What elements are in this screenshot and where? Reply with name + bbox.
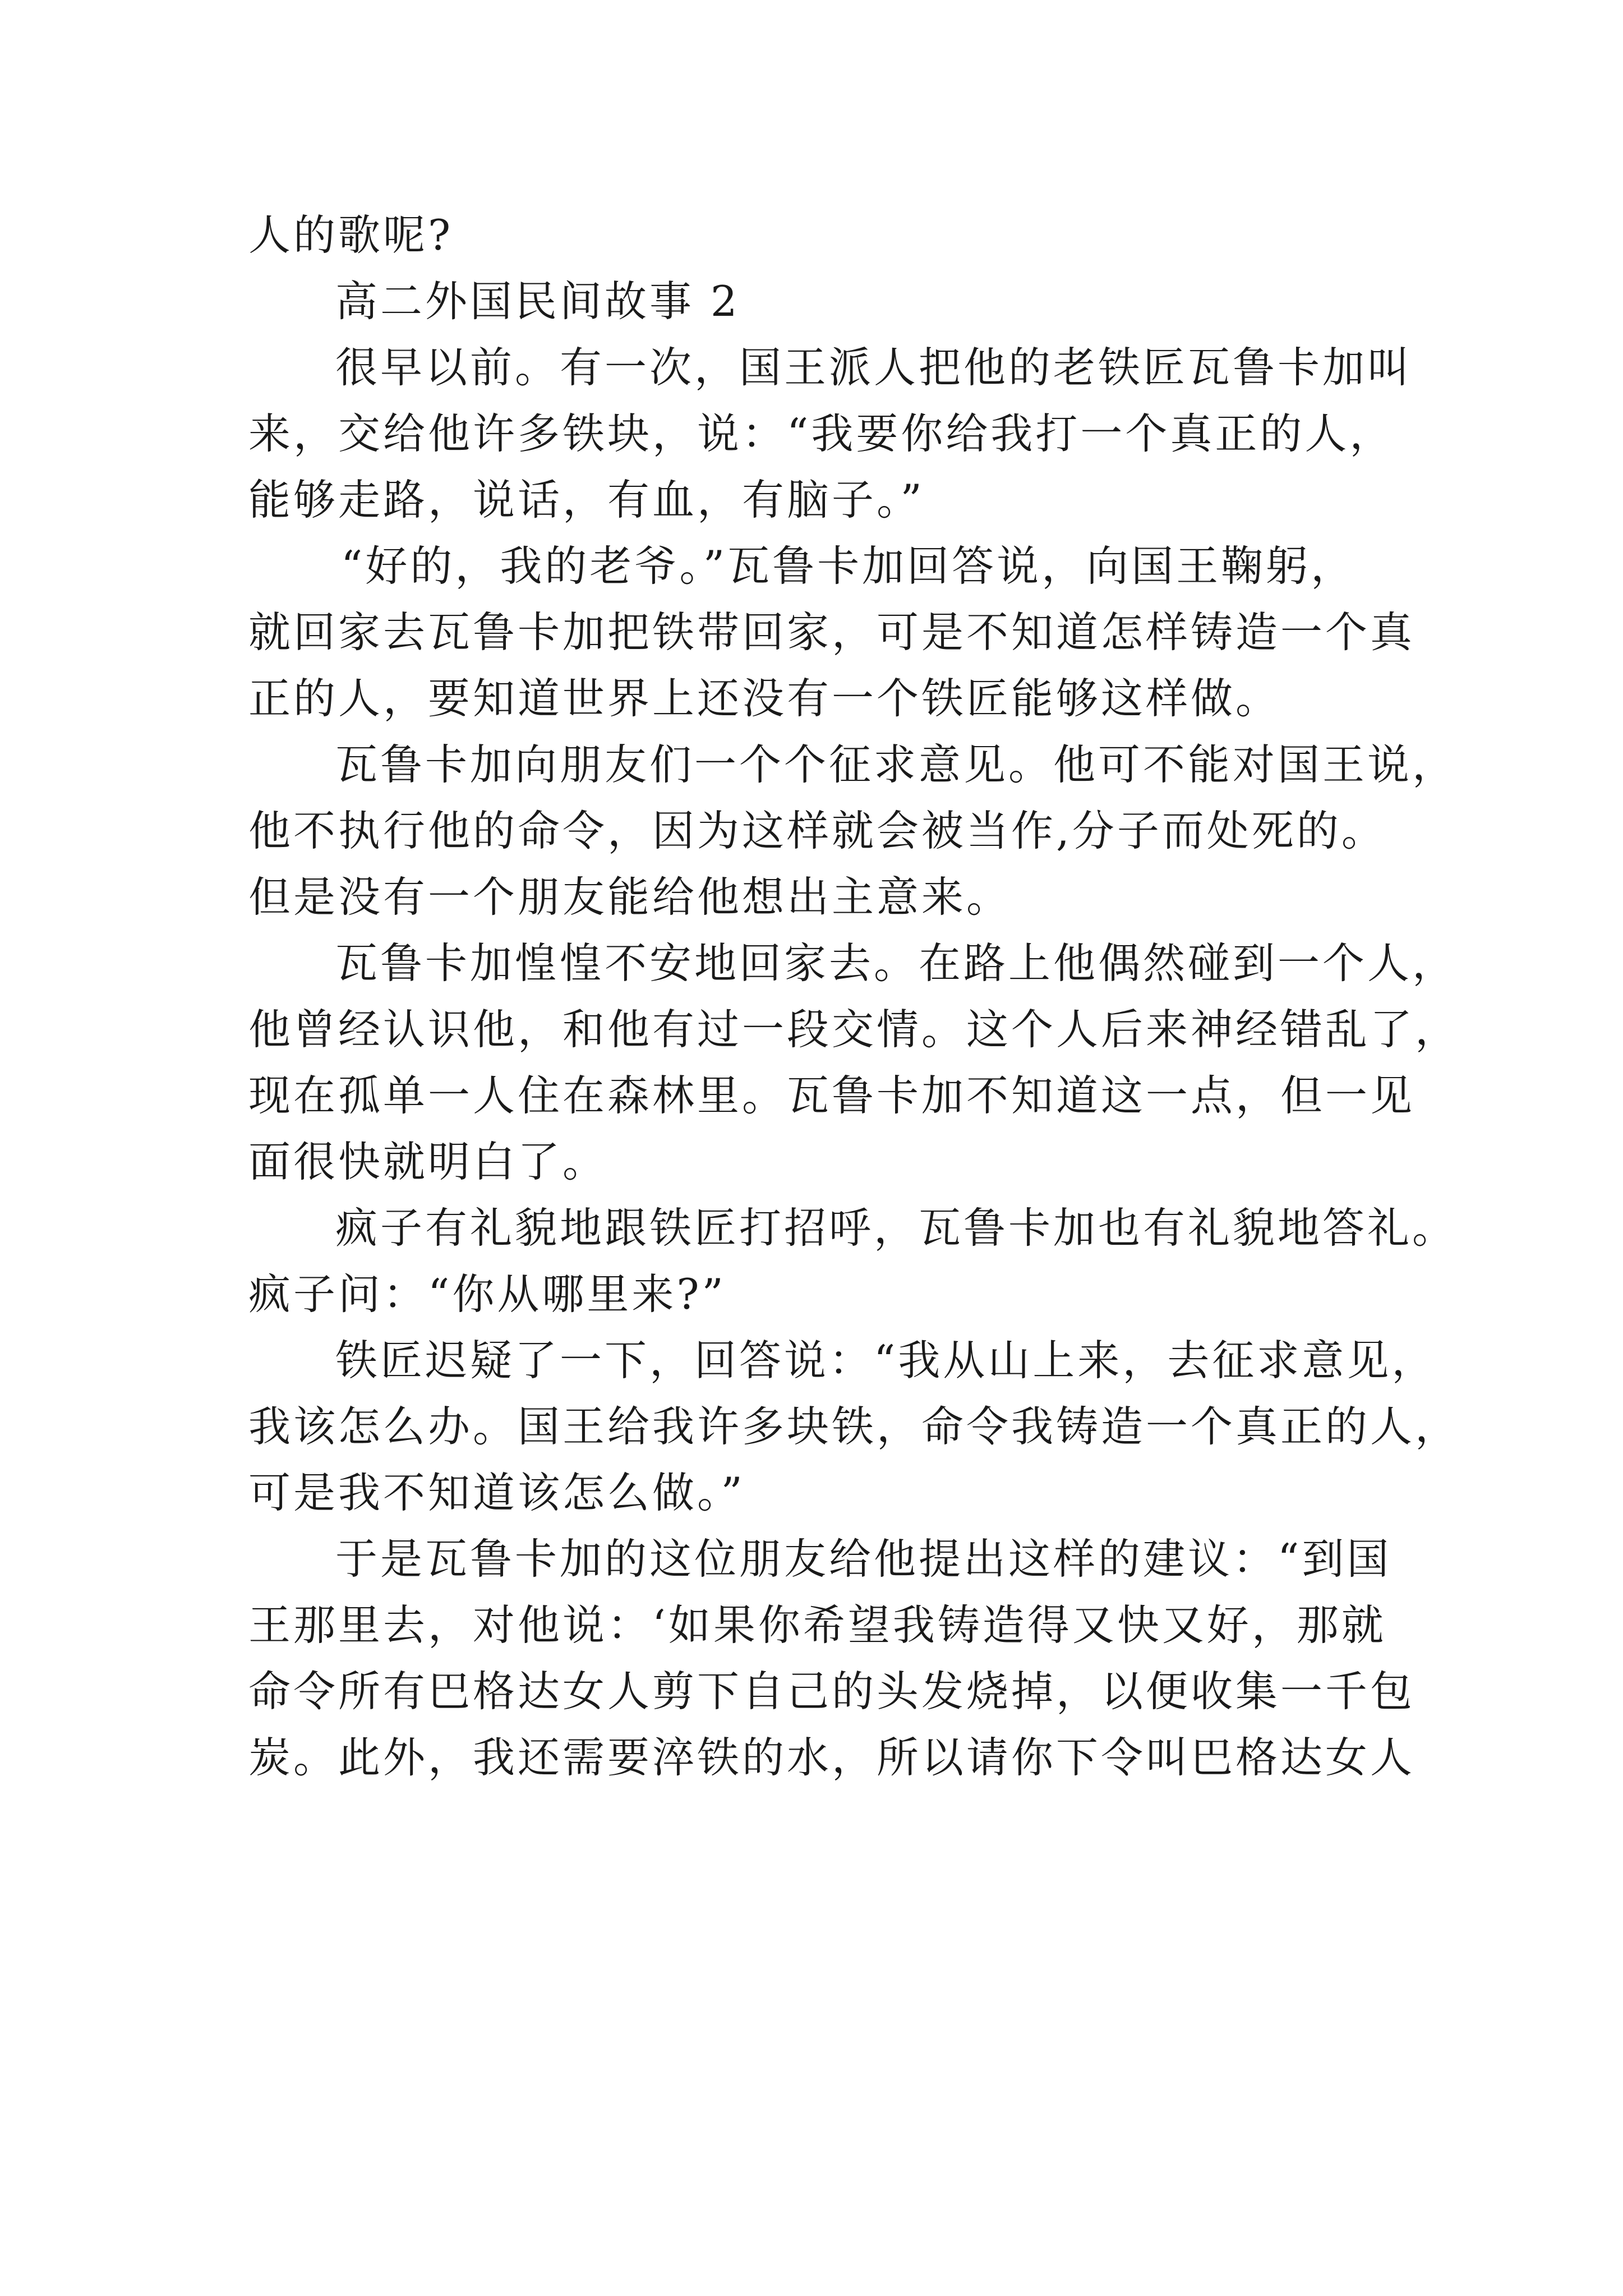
paragraph-line: 正的人，要知道世界上还没有一个铁匠能够这样做。 xyxy=(248,674,1281,723)
paragraph-line: 王那里去，对他说：‘如果你希望我铸造得又快又好，那就 xyxy=(248,1600,1386,1650)
paragraph-line: 炭。此外，我还需要淬铁的水，所以请你下令叫巴格达女人 xyxy=(248,1733,1415,1782)
paragraph-line: 他曾经认识他，和他有过一段交情。这个人后来神经错乱了， xyxy=(248,1005,1460,1054)
paragraph-line: “好的，我的老爷。”瓦鲁卡加回答说，向国王鞠躬， xyxy=(341,541,1356,591)
paragraph-line: 我该怎么办。国王给我许多块铁，命令我铸造一个真正的人， xyxy=(248,1402,1460,1451)
paragraph-line: 但是没有一个朋友能给他想出主意来。 xyxy=(248,872,1012,922)
section-heading: 高二外国民间故事 2 xyxy=(335,277,740,326)
paragraph-line: 他不执行他的命令，因为这样就会被当作,分子而处死的。 xyxy=(248,806,1386,855)
paragraph-line: 面很快就明白了。 xyxy=(248,1137,608,1186)
paragraph-line: 现在孤单一人住在森林里。瓦鲁卡加不知道这一点，但一见 xyxy=(248,1071,1415,1120)
paragraph-line: 就回家去瓦鲁卡加把铁带回家，可是不知道怎样铸造一个真 xyxy=(248,608,1415,657)
paragraph-line: 命令所有巴格达女人剪下自己的头发烧掉，以便收集一千包 xyxy=(248,1667,1415,1716)
paragraph-line: 来，交给他许多铁块，说：“我要你给我打一个真正的人， xyxy=(248,409,1395,458)
paragraph-line: 疯子有礼貌地跟铁匠打招呼，瓦鲁卡加也有礼貌地答礼。 xyxy=(335,1203,1458,1253)
paragraph-line: 瓦鲁卡加向朋友们一个个征求意见。他可不能对国王说， xyxy=(335,740,1458,789)
document-body xyxy=(248,202,1460,1791)
paragraph-line: 铁匠迟疑了一下，回答说：“我从山上来，去征求意见， xyxy=(335,1336,1437,1385)
paragraph-line: 瓦鲁卡加惶惶不安地回家去。在路上他偶然碰到一个人， xyxy=(335,938,1458,988)
paragraph-line: 疯子问：“你从哪里来?” xyxy=(248,1269,726,1319)
paragraph-line: 于是瓦鲁卡加的这位朋友给他提出这样的建议：“到国 xyxy=(335,1534,1392,1584)
paragraph-line: 能够走路，说话，有血，有脑子。” xyxy=(248,475,925,524)
text-line: 人的歌呢? xyxy=(248,210,454,260)
paragraph-line: 可是我不知道该怎么做。” xyxy=(248,1468,745,1517)
paragraph-line: 很早以前。有一次，国王派人把他的老铁匠瓦鲁卡加叫 xyxy=(335,343,1413,392)
